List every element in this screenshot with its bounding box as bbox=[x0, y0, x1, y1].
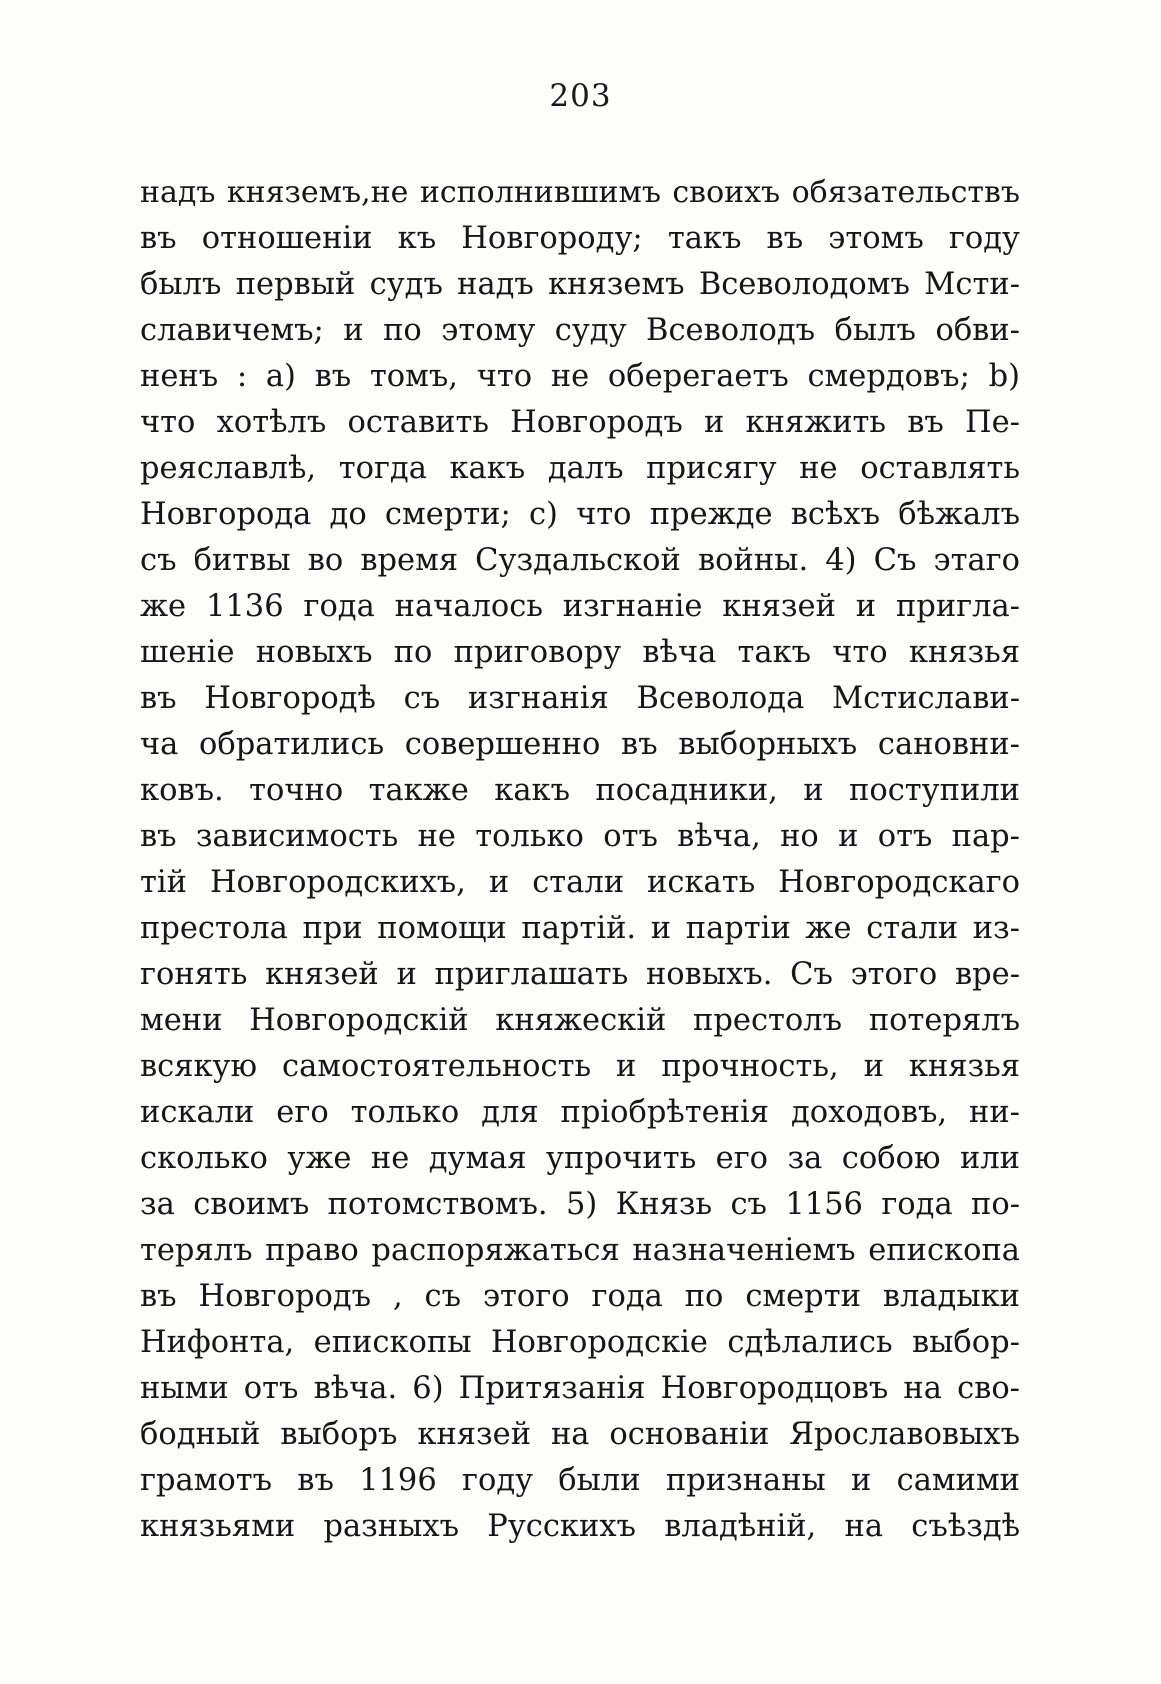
text-line: съ битвы во время Суздальской войны. 4) Съ этаго bbox=[140, 543, 1020, 578]
text-line: надъ княземъ,не исполнившимъ своихъ обязательствъ bbox=[140, 175, 1020, 210]
text-line: былъ первый судъ надъ княземъ Всеволодомъ Мсти- bbox=[140, 267, 1020, 302]
text-line: Новгорода до смерти; с) что прежде всѣхъ бѣжалъ bbox=[140, 497, 1020, 532]
page-number: 203 bbox=[549, 78, 612, 114]
text-line: за своимъ потомствомъ. 5) Князь съ 1156 года по- bbox=[140, 1187, 1020, 1222]
text-line: ными отъ вѣча. 6) Притязанія Новгородцовъ на сво- bbox=[140, 1371, 1020, 1406]
text-line: бодный выборъ князей на основаніи Ярославовыхъ bbox=[140, 1417, 1020, 1452]
text-line: ковъ. точно также какъ посадники, и поступили bbox=[140, 773, 1020, 808]
text-line: славичемъ; и по этому суду Всеволодъ былъ обви- bbox=[140, 313, 1020, 348]
text-line: шеніе новыхъ по приговору вѣча такъ что князья bbox=[140, 635, 1020, 670]
text-line: тій Новгородскихъ, и стали искать Новгородскаго bbox=[140, 865, 1020, 900]
text-line: что хотѣлъ оставить Новгородъ и княжить въ Пе- bbox=[140, 405, 1020, 440]
page-text bbox=[140, 170, 1020, 1550]
text-line: престола при помощи партій. и партіи же стали из- bbox=[140, 911, 1020, 946]
text-line: терялъ право распоряжаться назначеніемъ епископа bbox=[140, 1233, 1020, 1268]
text-line: князьями разныхъ Русскихъ владѣній, на съѣздѣ bbox=[140, 1509, 1020, 1544]
text-line: искали его только для пріобрѣтенія доходовъ, ни- bbox=[140, 1095, 1020, 1130]
text-line: же 1136 года началось изгнаніе князей и пригла- bbox=[140, 589, 1020, 624]
text-line: въ Новгородѣ съ изгнанія Всеволода Мстислави- bbox=[140, 681, 1020, 716]
text-line: ненъ : а) въ томъ, что не оберегаетъ смердовъ; b) bbox=[140, 359, 1020, 394]
text-line: сколько уже не думая упрочить его за собою или bbox=[140, 1141, 1020, 1176]
text-line: гонять князей и приглашать новыхъ. Съ этого вре- bbox=[140, 957, 1020, 992]
text-line: мени Новгородскій княжескій престолъ потерялъ bbox=[140, 1003, 1020, 1038]
text-line: въ Новгородъ , съ этого года по смерти владыки bbox=[140, 1279, 1020, 1314]
text-line: реяславлѣ, тогда какъ далъ присягу не оставлять bbox=[140, 451, 1020, 486]
text-line: въ отношеніи къ Новгороду; такъ въ этомъ году bbox=[140, 221, 1020, 256]
text-line: ча обратились совершенно въ выборныхъ сановни- bbox=[140, 727, 1020, 762]
text-line: въ зависимость не только отъ вѣча, но и отъ пар- bbox=[140, 819, 1020, 854]
text-line: грамотъ въ 1196 году были признаны и самими bbox=[140, 1463, 1020, 1498]
text-line: Нифонта, епископы Новгородскіе сдѣлались выбор- bbox=[140, 1325, 1020, 1360]
text-line: всякую самостоятельность и прочность, и князья bbox=[140, 1049, 1020, 1084]
